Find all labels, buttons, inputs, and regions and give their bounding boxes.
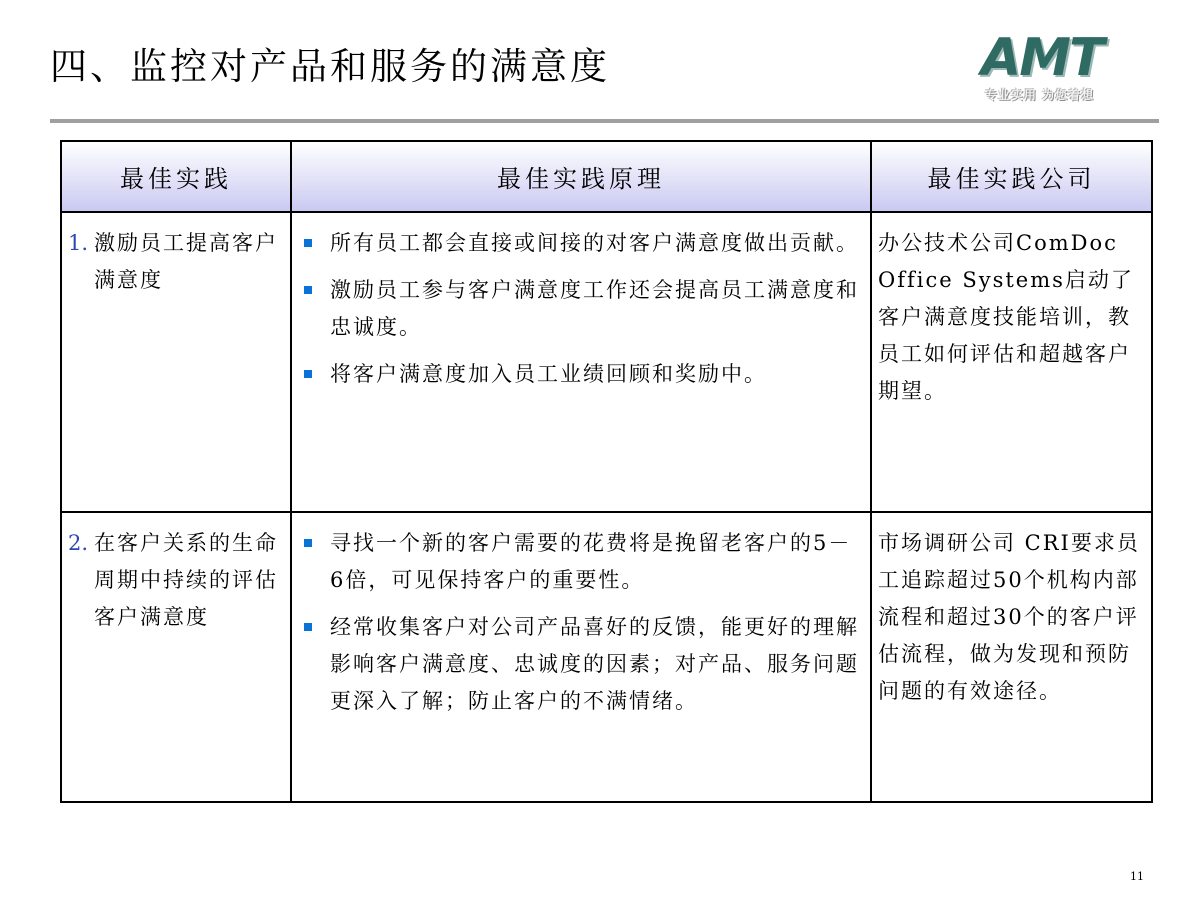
amt-logo: [975, 28, 1167, 108]
principle-list: [298, 525, 864, 720]
principle-item: 激励员工参与客户满意度工作还会提高员工满意度和忠诚度。: [298, 272, 864, 346]
practice-cell: [61, 212, 291, 512]
principle-item: 所有员工都会直接或间接的对客户满意度做出贡献。: [298, 225, 864, 262]
practice-text: 激励员工提高客户满意度: [94, 231, 279, 292]
company-cell: 办公技术公司ComDoc Office Systems启动了客户满意度技能培训，教员工如何评估和超越客户期望。: [871, 212, 1152, 512]
principle-item: 将客户满意度加入员工业绩回顾和奖励中。: [298, 356, 864, 393]
logo-slogan: 专业实用 为您着想: [985, 88, 1095, 102]
principle-item: 经常收集客户对公司产品喜好的反馈，能更好的理解影响客户满意度、忠诚度的因素；对产品、服务问题更深入了解；防止客户的不满情绪。: [298, 609, 864, 720]
title-divider: [50, 119, 1159, 123]
practice-text: 在客户关系的生命周期中持续的评估客户满意度: [94, 531, 279, 629]
principle-cell: [291, 512, 871, 802]
principle-item: 寻找一个新的客户需要的花费将是挽留老客户的5－6倍，可见保持客户的重要性。: [298, 525, 864, 599]
company-cell: 市场调研公司 CRI要求员工追踪超过50个机构内部流程和超过30个的客户评估流程，做为发现和预防问题的有效途径。: [871, 512, 1152, 802]
item-number: 2.: [68, 531, 89, 555]
page-number: 11: [1130, 870, 1144, 883]
header-practice: 最佳实践: [61, 141, 291, 212]
best-practice-table: [60, 140, 1153, 803]
principle-cell: [291, 212, 871, 512]
header-company: 最佳实践公司: [871, 141, 1152, 212]
practice-cell: [61, 512, 291, 802]
practice-item: [68, 525, 284, 636]
table-row: [61, 512, 1152, 802]
logo-mark: AMT: [981, 28, 1103, 88]
practice-item: [68, 225, 284, 299]
header-principle: 最佳实践原理: [291, 141, 871, 212]
principle-list: [298, 225, 864, 393]
table-header-row: [61, 141, 1152, 212]
slide-title: 四、监控对产品和服务的满意度: [50, 45, 610, 88]
table-row: [61, 212, 1152, 512]
item-number: 1.: [68, 231, 89, 255]
